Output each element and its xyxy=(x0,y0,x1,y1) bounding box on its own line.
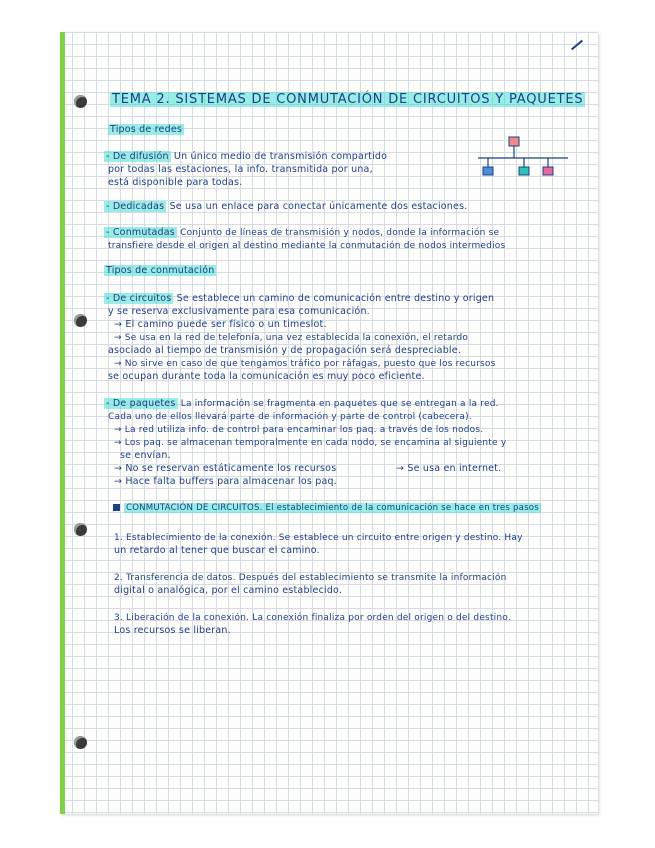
step-line: 3. Liberación de la conexión. La conexión finaliza por orden del origen o del destino. xyxy=(114,613,511,623)
binder-hole xyxy=(74,523,87,536)
section-heading: Tipos de conmutación xyxy=(106,265,215,276)
paquetes-line: - De paquetes La información se fragmenta en paquetes que se entregan a la red. xyxy=(106,398,499,409)
paquetes-line: → Los paq. se almacenan temporalmente en cada nodo, se encamina al siguiente y xyxy=(114,438,507,448)
difusion-line: - De difusión Un único medio de transmisión compartido xyxy=(106,151,388,162)
circuitos-line: - De circuitos Se establece un camino de comunicación entre destino y origen xyxy=(106,293,495,304)
conmutadas-line: transfiere desde el origen al destino mediante la conmutación de nodos intermedios xyxy=(108,241,506,251)
step-line: un retardo al tener que buscar el camino. xyxy=(114,545,320,556)
circuitos-line: → No sirve en caso de que tengamos tráfico por ráfagas, puesto que los recursos xyxy=(114,359,496,369)
bus-network-diagram xyxy=(478,136,570,178)
circuitos-line: se ocupan durante toda la comunicación es muy poco eficiente. xyxy=(108,371,425,382)
paquetes-line: Cada uno de ellos llevará parte de información y parte de control (cabecera). xyxy=(108,412,472,422)
margin-line xyxy=(60,32,65,814)
step-line: 2. Transferencia de datos. Después del establecimiento se transmite la información xyxy=(114,573,507,583)
step-line: Los recursos se liberan. xyxy=(114,625,231,636)
circuitos-line: y se reserva exclusivamente para esa comunicación. xyxy=(108,306,370,317)
step-line: digital o analógica, por el camino establecido. xyxy=(114,585,343,596)
difusion-line: por todas las estaciones, la info. transmitida por una, xyxy=(108,164,373,175)
conmutadas-line: - Conmutadas Conjunto de líneas de transmisión y nodos, donde la información se xyxy=(106,227,500,238)
page-title: TEMA 2. SISTEMAS DE CONMUTACIÓN DE CIRCUITOS Y PAQUETES xyxy=(112,92,584,107)
binder-hole xyxy=(74,95,87,108)
binder-hole xyxy=(74,736,87,749)
paquetes-line: → No se reservan estáticamente los recursos xyxy=(114,463,337,474)
section-heading: Tipos de redes xyxy=(110,124,183,135)
circuitos-line: → El camino puede ser físico o un timeslot. xyxy=(114,319,327,330)
step-line: 1. Establecimiento de la conexión. Se establece un circuito entre origen y destino. Hay xyxy=(114,533,523,543)
circuitos-line: asociado al tiempo de transmisión y de propagación será despreciable. xyxy=(108,345,462,356)
bullet-square-icon xyxy=(113,504,120,511)
difusion-line: está disponible para todas. xyxy=(108,177,243,188)
circuitos-line: → Se usa en la red de telefonía, una vez establecida la conexión, el retardo xyxy=(114,333,469,343)
internet-note: → Se usa en internet. xyxy=(396,463,502,474)
dedicadas-line: - Dedicadas Se usa un enlace para conectar únicamente dos estaciones. xyxy=(106,201,468,212)
paquetes-line: → La red utiliza info. de control para encaminar los paq. a través de los nodos. xyxy=(114,425,484,435)
binder-hole xyxy=(74,314,87,327)
paquetes-line: → Hace falta buffers para almacenar los paq. xyxy=(114,476,337,487)
section-heading: CONMUTACIÓN DE CIRCUITOS. El establecimiento de la comunicación se hace en tres pasos xyxy=(113,502,541,514)
paquetes-line: se envían. xyxy=(120,450,171,461)
